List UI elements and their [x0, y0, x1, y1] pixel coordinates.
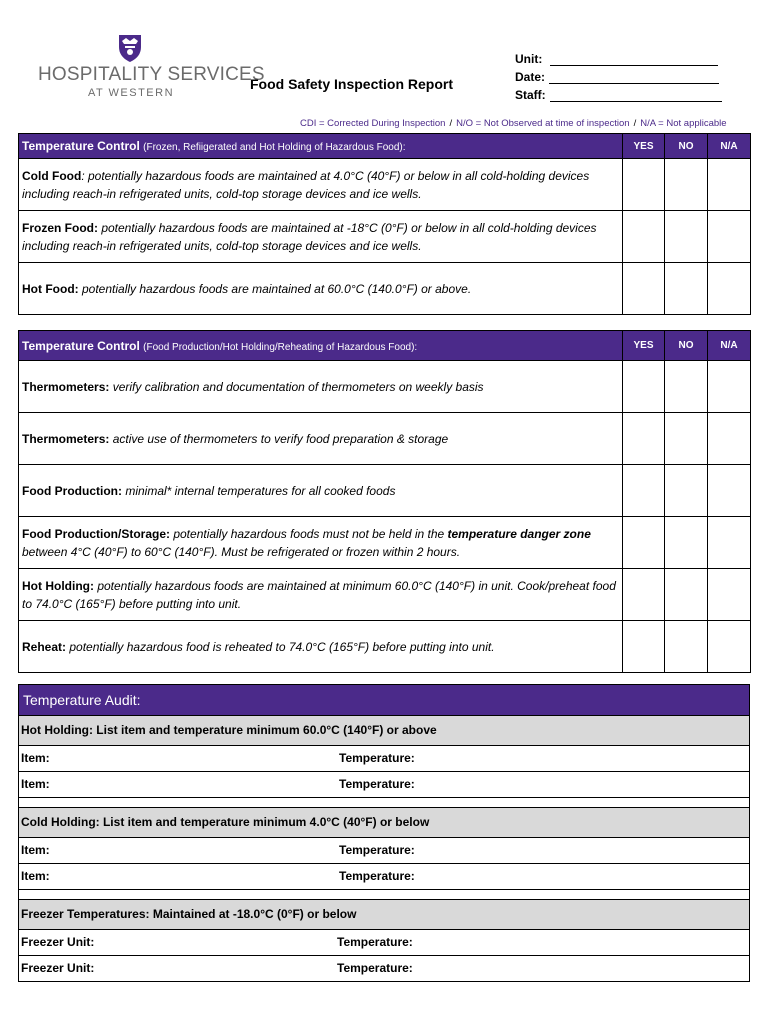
na-checkbox[interactable]: [708, 517, 751, 569]
na-checkbox[interactable]: [708, 263, 751, 315]
table-row: [19, 517, 751, 569]
no-checkbox[interactable]: [665, 569, 708, 621]
na-checkbox[interactable]: [708, 413, 751, 465]
na-checkbox[interactable]: [708, 569, 751, 621]
section-subtitle: (Food Production/Hot Holding/Reheating of Hazardous Food):: [143, 341, 418, 353]
col-no: NO: [665, 134, 708, 159]
staff-label: Staff:: [515, 88, 546, 102]
audit-entry-row[interactable]: [18, 956, 750, 982]
spacer-row: [18, 798, 750, 808]
legend-separator: /: [633, 118, 637, 129]
audit-entry-row[interactable]: [18, 772, 750, 798]
na-checkbox[interactable]: [708, 465, 751, 517]
date-field[interactable]: [515, 70, 719, 84]
na-checkbox[interactable]: [708, 621, 751, 673]
temperature-label: Temperature:: [339, 869, 415, 883]
hot-holding-heading: Hot Holding: List item and temperature minimum 60.0°C (140°F) or above: [18, 716, 750, 746]
yes-checkbox[interactable]: [623, 621, 665, 673]
table-row: [19, 465, 751, 517]
item-label: Item:: [21, 777, 50, 791]
no-checkbox[interactable]: [665, 159, 708, 211]
temperature-label: Temperature:: [337, 935, 413, 949]
audit-entry-row[interactable]: [18, 930, 750, 956]
item-label: Item:: [21, 869, 50, 883]
yes-checkbox[interactable]: [623, 159, 665, 211]
temperature-control-table-1: [18, 133, 751, 315]
question-cell: Reheat: potentially hazardous food is reheated to 74.0°C (165°F) before putting into unit.: [19, 621, 623, 673]
cold-holding-heading: Cold Holding: List item and temperature minimum 4.0°C (40°F) or below: [18, 808, 750, 838]
legend-cdi: CDI = Corrected During Inspection: [300, 118, 446, 129]
col-na: N/A: [708, 134, 751, 159]
col-na: N/A: [708, 331, 751, 361]
audit-entry-row[interactable]: [18, 864, 750, 890]
question-cell: Hot Holding: potentially hazardous foods are maintained at minimum 60.0°C (140°F) in unit. Cook/preheat food to 74.0°C (165°F) before putting into unit.: [19, 569, 623, 621]
no-checkbox[interactable]: [665, 211, 708, 263]
table-row: [19, 211, 751, 263]
staff-field[interactable]: [515, 88, 722, 102]
no-checkbox[interactable]: [665, 517, 708, 569]
no-checkbox[interactable]: [665, 621, 708, 673]
no-checkbox[interactable]: [665, 465, 708, 517]
table-row: [19, 263, 751, 315]
yes-checkbox[interactable]: [623, 211, 665, 263]
temperature-label: Temperature:: [339, 751, 415, 765]
question-cell: Hot Food: potentially hazardous foods are maintained at 60.0°C (140.0°F) or above.: [19, 263, 623, 315]
freezer-heading: Freezer Temperatures: Maintained at -18.0°C (0°F) or below: [18, 900, 750, 930]
question-cell: Food Production/Storage: potentially hazardous foods must not be held in the temperature danger zone between 4°C (40°F) to 60°C (140°F). Must be refrigerated or frozen within 2 hours.: [19, 517, 623, 569]
question-cell: Food Production: minimal* internal temperatures for all cooked foods: [19, 465, 623, 517]
col-yes: YES: [623, 134, 665, 159]
audit-entry-row[interactable]: [18, 746, 750, 772]
yes-checkbox[interactable]: [623, 517, 665, 569]
question-cell: Thermometers: active use of thermometers to verify food preparation & storage: [19, 413, 623, 465]
item-label: Item:: [21, 751, 50, 765]
section-title: Temperature Control: [22, 338, 140, 353]
yes-checkbox[interactable]: [623, 569, 665, 621]
temperature-control-table-2: [18, 330, 751, 673]
freezer-unit-label: Freezer Unit:: [21, 935, 95, 949]
temperature-label: Temperature:: [337, 961, 413, 975]
question-cell: Thermometers: verify calibration and documentation of thermometers on weekly basis: [19, 361, 623, 413]
yes-checkbox[interactable]: [623, 465, 665, 517]
table-row: [19, 621, 751, 673]
table-row: [19, 159, 751, 211]
yes-checkbox[interactable]: [623, 361, 665, 413]
na-checkbox[interactable]: [708, 159, 751, 211]
table-row: [19, 413, 751, 465]
freezer-unit-label: Freezer Unit:: [21, 961, 95, 975]
audit-entry-row[interactable]: [18, 838, 750, 864]
section-title: Temperature Control: [22, 139, 140, 153]
legend: [300, 118, 727, 129]
temperature-label: Temperature:: [339, 777, 415, 791]
date-label: Date:: [515, 70, 546, 84]
temperature-audit: [18, 684, 750, 982]
unit-field[interactable]: [515, 52, 718, 66]
legend-no: N/O = Not Observed at time of inspection: [456, 118, 630, 129]
unit-label: Unit:: [515, 52, 543, 66]
spacer-row: [18, 890, 750, 900]
logo-text: HOSPITALITY SERVICES: [38, 64, 265, 85]
temperature-label: Temperature:: [339, 843, 415, 857]
page-title: Food Safety Inspection Report: [250, 76, 454, 92]
na-checkbox[interactable]: [708, 211, 751, 263]
table-row: [19, 569, 751, 621]
table-row: [19, 361, 751, 413]
na-checkbox[interactable]: [708, 361, 751, 413]
yes-checkbox[interactable]: [623, 413, 665, 465]
section-subtitle: (Frozen, Refiigerated and Hot Holding of Hazardous Food):: [143, 142, 406, 153]
section-header: [19, 331, 623, 361]
logo-subtext: AT WESTERN: [87, 87, 175, 99]
no-checkbox[interactable]: [665, 361, 708, 413]
audit-title: Temperature Audit:: [18, 684, 750, 716]
col-no: NO: [665, 331, 708, 361]
legend-na: N/A = Not applicable: [640, 118, 727, 129]
crest-icon: [117, 33, 143, 63]
legend-separator: /: [449, 118, 453, 129]
question-cell: Frozen Food: potentially hazardous foods are maintained at -18°C (0°F) or below in all cold-holding devices including reach-in refrigerated units, cold-top storage devices and ice wells.: [19, 211, 623, 263]
yes-checkbox[interactable]: [623, 263, 665, 315]
no-checkbox[interactable]: [665, 263, 708, 315]
section-header: [19, 134, 623, 159]
item-label: Item:: [21, 843, 50, 857]
no-checkbox[interactable]: [665, 413, 708, 465]
question-cell: Cold Food: potentially hazardous foods are maintained at 4.0°C (40°F) or below in all cold-holding devices including reach-in refrigerated units, cold-top storage devices and ice wells.: [19, 159, 623, 211]
col-yes: YES: [623, 331, 665, 361]
